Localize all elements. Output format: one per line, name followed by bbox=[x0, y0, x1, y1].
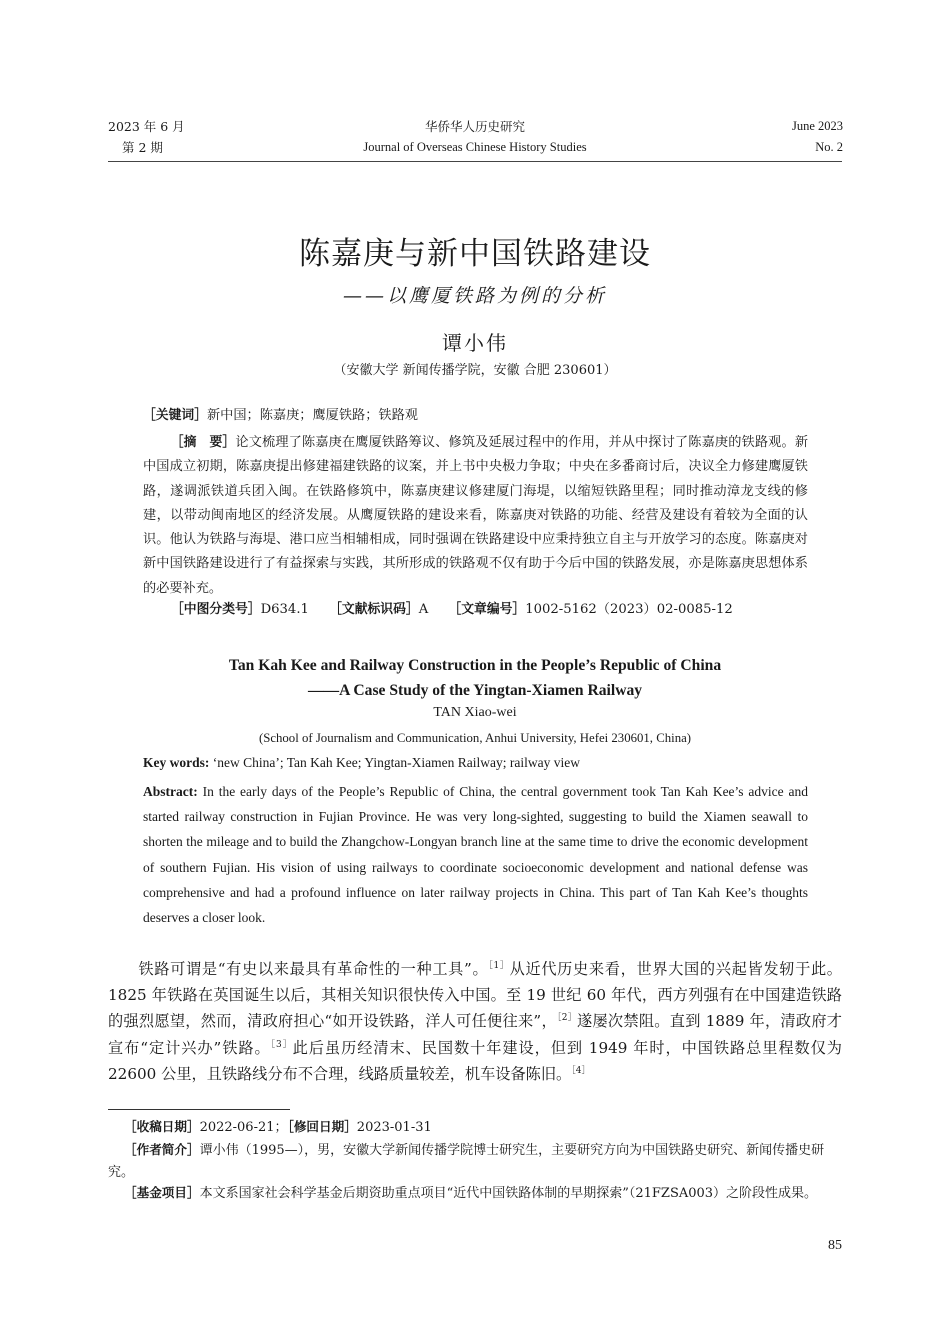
footnote-author bbox=[108, 1139, 844, 1183]
article-title: 陈嘉庚与新中国铁路建设 bbox=[299, 236, 651, 272]
received-value: 2022-06-21； bbox=[199, 1120, 288, 1135]
english-author: TAN Xiao-wei bbox=[433, 705, 517, 720]
classification-line bbox=[143, 600, 836, 620]
abstract-cn bbox=[143, 431, 808, 601]
citation-4: ［4］ bbox=[571, 1065, 591, 1076]
keywords-cn bbox=[143, 406, 808, 426]
english-abstract bbox=[143, 779, 808, 930]
clc-label: ［中图分类号］ bbox=[171, 602, 261, 617]
doc-code-label: ［文献标识码］ bbox=[329, 602, 419, 617]
article-number-label: ［文章编号］ bbox=[448, 602, 526, 617]
header-issue-cn: 第 2 期 bbox=[122, 140, 163, 155]
doc-code-value: A bbox=[418, 602, 429, 617]
funding-label: ［基金项目］ bbox=[124, 1185, 200, 1200]
abstract-text: 论文梳理了陈嘉庚在鹰厦铁路筹议、修筑及延展过程中的作用，并从中探讨了陈嘉庚的铁路观。新中国成立初期，陈嘉庚提出修建福建铁路的议案，并上书中央极力争取；中央在多番商讨后，决议全力修建鹰厦铁路，遂调派铁道兵团入闽。在铁路修筑中，陈嘉庚建议修建厦门海堤，以缩短铁路里程；同时推动漳龙支线的修建，以带动闽南地区的经济发展。从鹰厦铁路的建设来看，陈嘉庚对铁路的功能、经营及建设有着较为全面的认识。他认为铁路与海堤、港口应当相辅相成，同时强调在铁路建设中应秉持独立自主与开放学习的态度。陈嘉庚对新中国铁路建设进行了有益探索与实践，其所形成的铁路观不仅有助于今后中国的铁路发展，亦是陈嘉庚思想体系的必要补充。 bbox=[143, 435, 809, 596]
funding-value: 本文系国家社会科学基金后期资助重点项目“近代中国铁路体制的早期探索”（21FZSA003）之阶段性成果。 bbox=[199, 1186, 818, 1201]
body-segment-2: 从近代历史来看，世界大国的兴起皆发轫于此。1825 年铁路在英国诞生以后，其相关知识很快传入中国。至 19 世纪 60 年代，西方列强有在中国建造铁路的强烈愿望，然而，清政府担心“如开设铁路，洋人可任便往来”， bbox=[108, 960, 842, 1031]
body-segment-4: 此后虽历经清末、民国数十年建设，但到 1949 年时，中国铁路总里程数仅为 22600 公里，且铁路线分布不合理，线路质量较差，机车设备陈旧。 bbox=[108, 1038, 842, 1083]
english-title: Tan Kah Kee and Railway Construction in the People’s Republic of China bbox=[228, 657, 722, 674]
english-abstract-text: In the early days of the People’s Republic of China, the central government took Tan Kah Kee’s advice and started railway construction in Fujian Province. He was very long-sighted, suggesting to build the Xiamen seawall to shorten the mileage and to build the Zhangchow-Longyan branch line at the same time to drive the economic development of southern Fujian. His vision of using railways to coordinate socioeconomic development and national defense was comprehensive and had a profound influence on later railway projects in China. This part of Tan Kah Kee’s thoughts deserves a closer look. bbox=[143, 784, 808, 926]
footnote-funding bbox=[108, 1182, 844, 1205]
footnote-rule bbox=[108, 1109, 290, 1110]
header-right bbox=[792, 116, 843, 158]
header-date-cn: 2023 年 6 月 bbox=[108, 119, 185, 134]
citation-2: ［2］ bbox=[556, 1013, 577, 1024]
header-journal-cn: 华侨华人历史研究 bbox=[424, 119, 525, 134]
english-keywords-text: ‘new China’; Tan Kah Kee; Yingtan-Xiamen Railway; railway view bbox=[209, 755, 580, 770]
footnote-dates bbox=[108, 1116, 844, 1139]
received-label: ［收稿日期］ bbox=[124, 1119, 200, 1134]
english-title-block bbox=[0, 653, 950, 703]
header-rule bbox=[108, 161, 842, 162]
article-affiliation: （安徽大学 新闻传播学院，安徽 合肥 230601） bbox=[333, 363, 617, 378]
citation-1: ［1］ bbox=[488, 961, 510, 971]
page-number: 85 bbox=[828, 1238, 842, 1253]
body-paragraph bbox=[108, 956, 842, 1087]
body-segment-3: 遂屡次禁阻。直到 1889 年，清政府才宣布“定计兴办”铁路。 bbox=[108, 1012, 842, 1057]
english-subtitle: ——A Case Study of the Yingtan-Xiamen Railway bbox=[307, 682, 643, 699]
clc-value: D634.1 bbox=[260, 602, 309, 617]
revised-label: ［修回日期］ bbox=[287, 1119, 357, 1134]
body-segment-1: 铁路可谓是“有史以来最具有革命性的一种工具”。 bbox=[138, 960, 489, 978]
citation-3: ［3］ bbox=[270, 1039, 293, 1050]
keywords-text: 新中国；陈嘉庚；鹰厦铁路；铁路观 bbox=[206, 408, 418, 423]
english-abstract-label: Abstract: bbox=[143, 784, 198, 799]
article-author: 谭小伟 bbox=[442, 331, 508, 355]
article-number-value: 1002-5162（2023）02-0085-12 bbox=[525, 602, 733, 617]
header-date-en: June 2023 bbox=[791, 119, 843, 133]
english-keywords-label: Key words: bbox=[143, 755, 210, 770]
article-subtitle: ——以鹰厦铁路为例的分析 bbox=[342, 285, 607, 307]
english-affiliation: (School of Journalism and Communication, Anhui University, Hefei 230601, China) bbox=[258, 731, 692, 745]
header-journal-en: Journal of Overseas Chinese History Studies bbox=[363, 140, 587, 154]
english-keywords bbox=[143, 755, 808, 771]
author-bio-label: ［作者简介］ bbox=[124, 1142, 200, 1157]
header-issue-en: No. 2 bbox=[815, 140, 843, 154]
abstract-label: ［摘 要］ bbox=[170, 435, 236, 450]
author-bio-value: 谭小伟（1995—），男，安徽大学新闻传播学院博士研究生，主要研究方向为中国铁路史研究、新闻传播史研究。 bbox=[108, 1143, 825, 1180]
keywords-label: ［关键词］ bbox=[143, 408, 207, 423]
revised-value: 2023-01-31 bbox=[356, 1120, 432, 1135]
